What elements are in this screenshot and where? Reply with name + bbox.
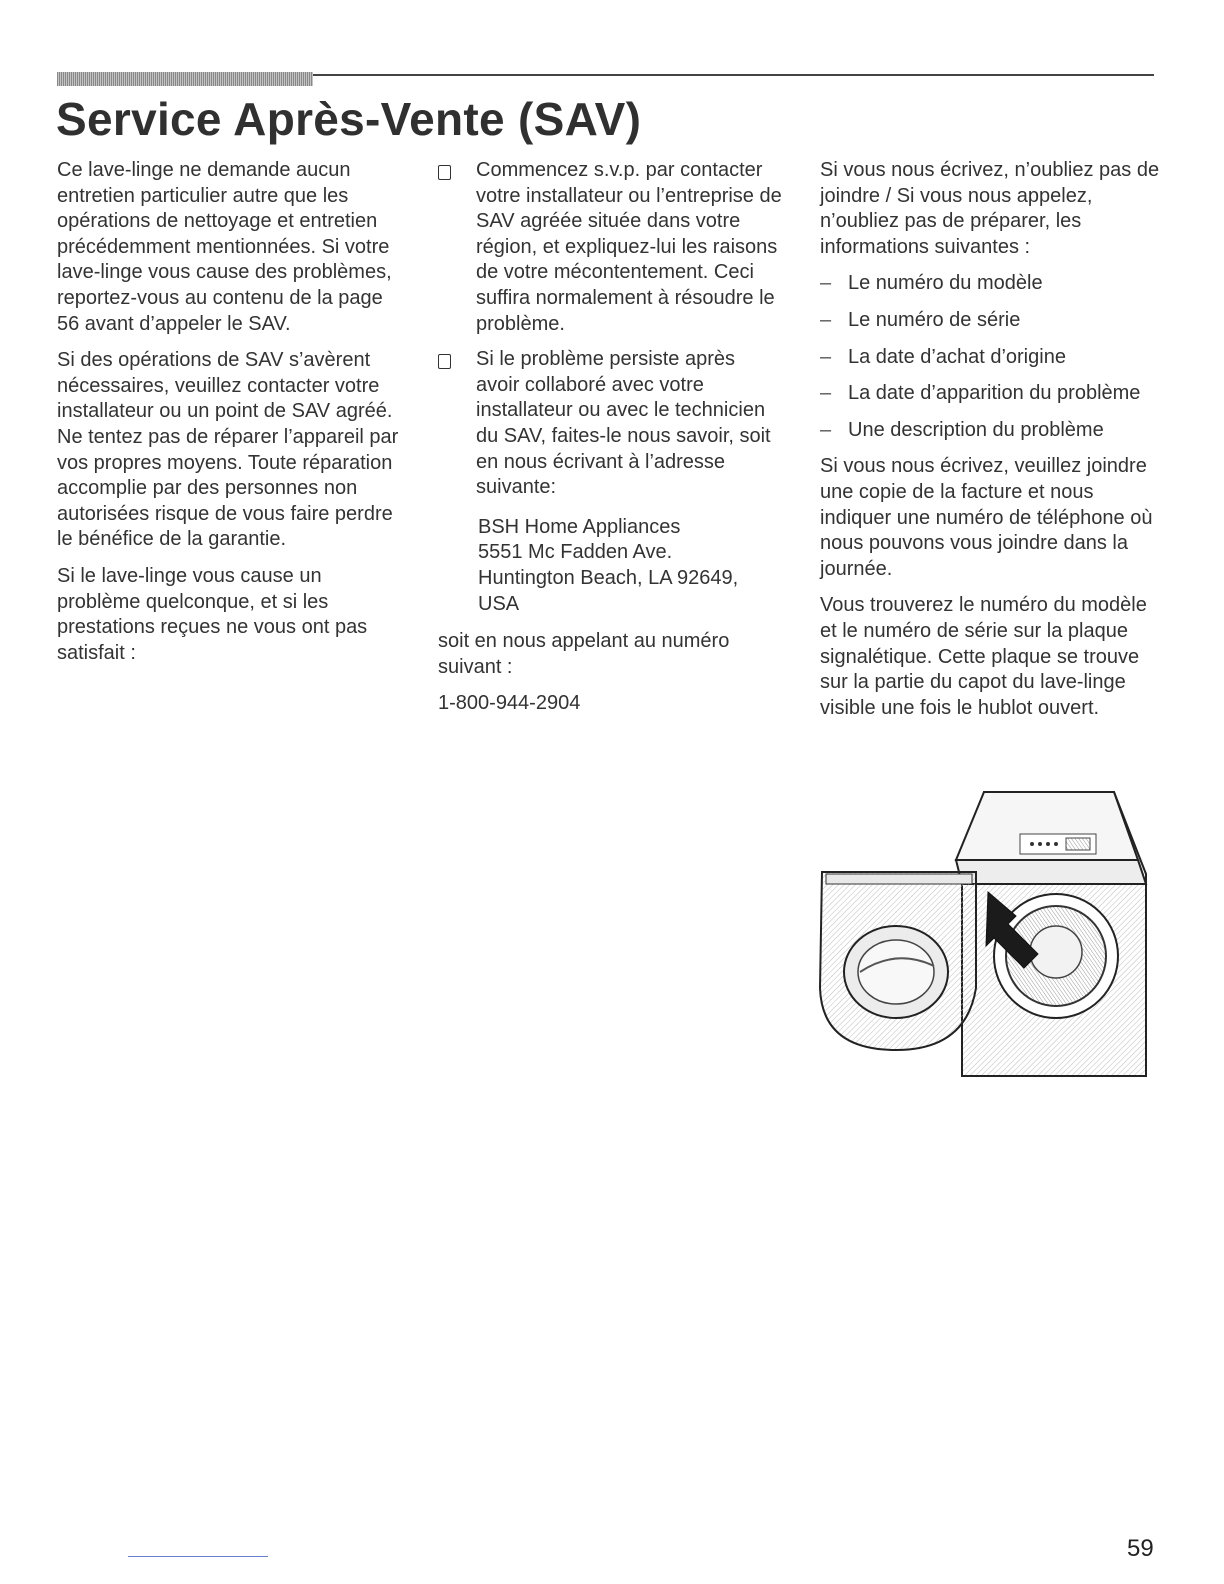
checkbox-icon: [438, 165, 451, 180]
checklist-item: [438, 158, 783, 337]
problem-paragraph: Si le lave-linge vous cause un problème quelconque, et si les prestations reçues ne vous ont pas satisfait :: [57, 564, 368, 664]
service-paragraph: Si des opérations de SAV s’avèrent nécessaires, veuillez contacter votre installateur ou un point de SAV agréé. Ne tentez pas de réparer l’appareil par vos propres moyens. Toute réparation accomplie par des personnes non autorisées risque de vous faire perdre le bénéfice de la garantie.: [57, 349, 399, 551]
phone-number: 1-800-944-2904: [438, 692, 581, 715]
invoice-paragraph: Si vous nous écrivez, veuillez joindre une copie de la facture et nous indiquer une numéro de téléphone où nous pouvons vous joindre dans la journée.: [820, 455, 1153, 580]
list-item: [820, 271, 1160, 297]
dash-bullet-icon: –: [820, 418, 832, 441]
address-line: 5551 Mc Fadden Ave.: [478, 541, 673, 564]
info-list: [820, 271, 1160, 443]
list-item: [820, 345, 1160, 371]
checklist-item-text: Commencez s.v.p. par contacter votre installateur ou l’entreprise de SAV agréée située dans votre région, et expliquez-lui les raisons de votre mécontentement. Ceci suffira normalement à résoudre le problème.: [476, 159, 782, 335]
rating-plate-paragraph: Vous trouverez le numéro du modèle et le numéro de série sur la plaque signalétique. Cette plaque se trouve sur la partie du capot du lave-linge visible une fois le hublot ouvert.: [820, 594, 1147, 719]
info-intro: Si vous nous écrivez, n’oubliez pas de joindre / Si vous nous appelez, n’oubliez pas de préparer, les informations suivantes :: [820, 159, 1160, 258]
column-1: [57, 158, 402, 677]
dash-bullet-icon: –: [820, 382, 832, 405]
page-title: Service Après-Vente (SAV): [56, 93, 642, 145]
page-number: 59: [1127, 1535, 1154, 1562]
list-item-text: La date d’achat d’origine: [848, 345, 1066, 368]
header-rule-accent: [57, 72, 313, 86]
list-item: [820, 381, 1160, 407]
list-item-text: La date d’apparition du problème: [848, 382, 1141, 405]
checkbox-icon: [438, 354, 451, 369]
address-line: BSH Home Appliances: [478, 515, 681, 538]
postal-address: [478, 515, 783, 617]
column-3: [820, 158, 1160, 732]
checklist-item: [438, 347, 783, 501]
dash-bullet-icon: –: [820, 345, 832, 368]
dash-bullet-icon: –: [820, 308, 832, 331]
checklist-item-text: Si le problème persiste après avoir collaboré avec votre installateur ou avec le technicien du SAV, faites-le nous savoir, soit en nous écrivant à l’adresse suivante:: [476, 348, 771, 499]
footer-line: [128, 1556, 268, 1557]
address-line: USA: [478, 592, 520, 615]
dash-bullet-icon: –: [820, 272, 832, 295]
control-panel: [956, 860, 1146, 884]
list-item-text: Le numéro du modèle: [848, 272, 1043, 295]
intro-paragraph: Ce lave-linge ne demande aucun entretien particulier autre que les opérations de nettoyage et entretien précédemment mentionnées. Si votre lave-linge vous cause des problèmes, reportez-vous au contenu de la page 56 avant d’appeler le SAV.: [57, 159, 392, 335]
washer-drawing: [816, 788, 1150, 1078]
phone-intro: soit en nous appelant au numéro suivant :: [438, 630, 730, 678]
washer-illustration: [816, 788, 1150, 1078]
column-2: [438, 158, 783, 728]
address-line: Huntington Beach, LA 92649,: [478, 566, 739, 589]
list-item: [820, 308, 1160, 334]
list-item-text: Une description du problème: [848, 418, 1104, 441]
list-item-text: Le numéro de série: [848, 308, 1021, 331]
list-item: [820, 418, 1160, 444]
